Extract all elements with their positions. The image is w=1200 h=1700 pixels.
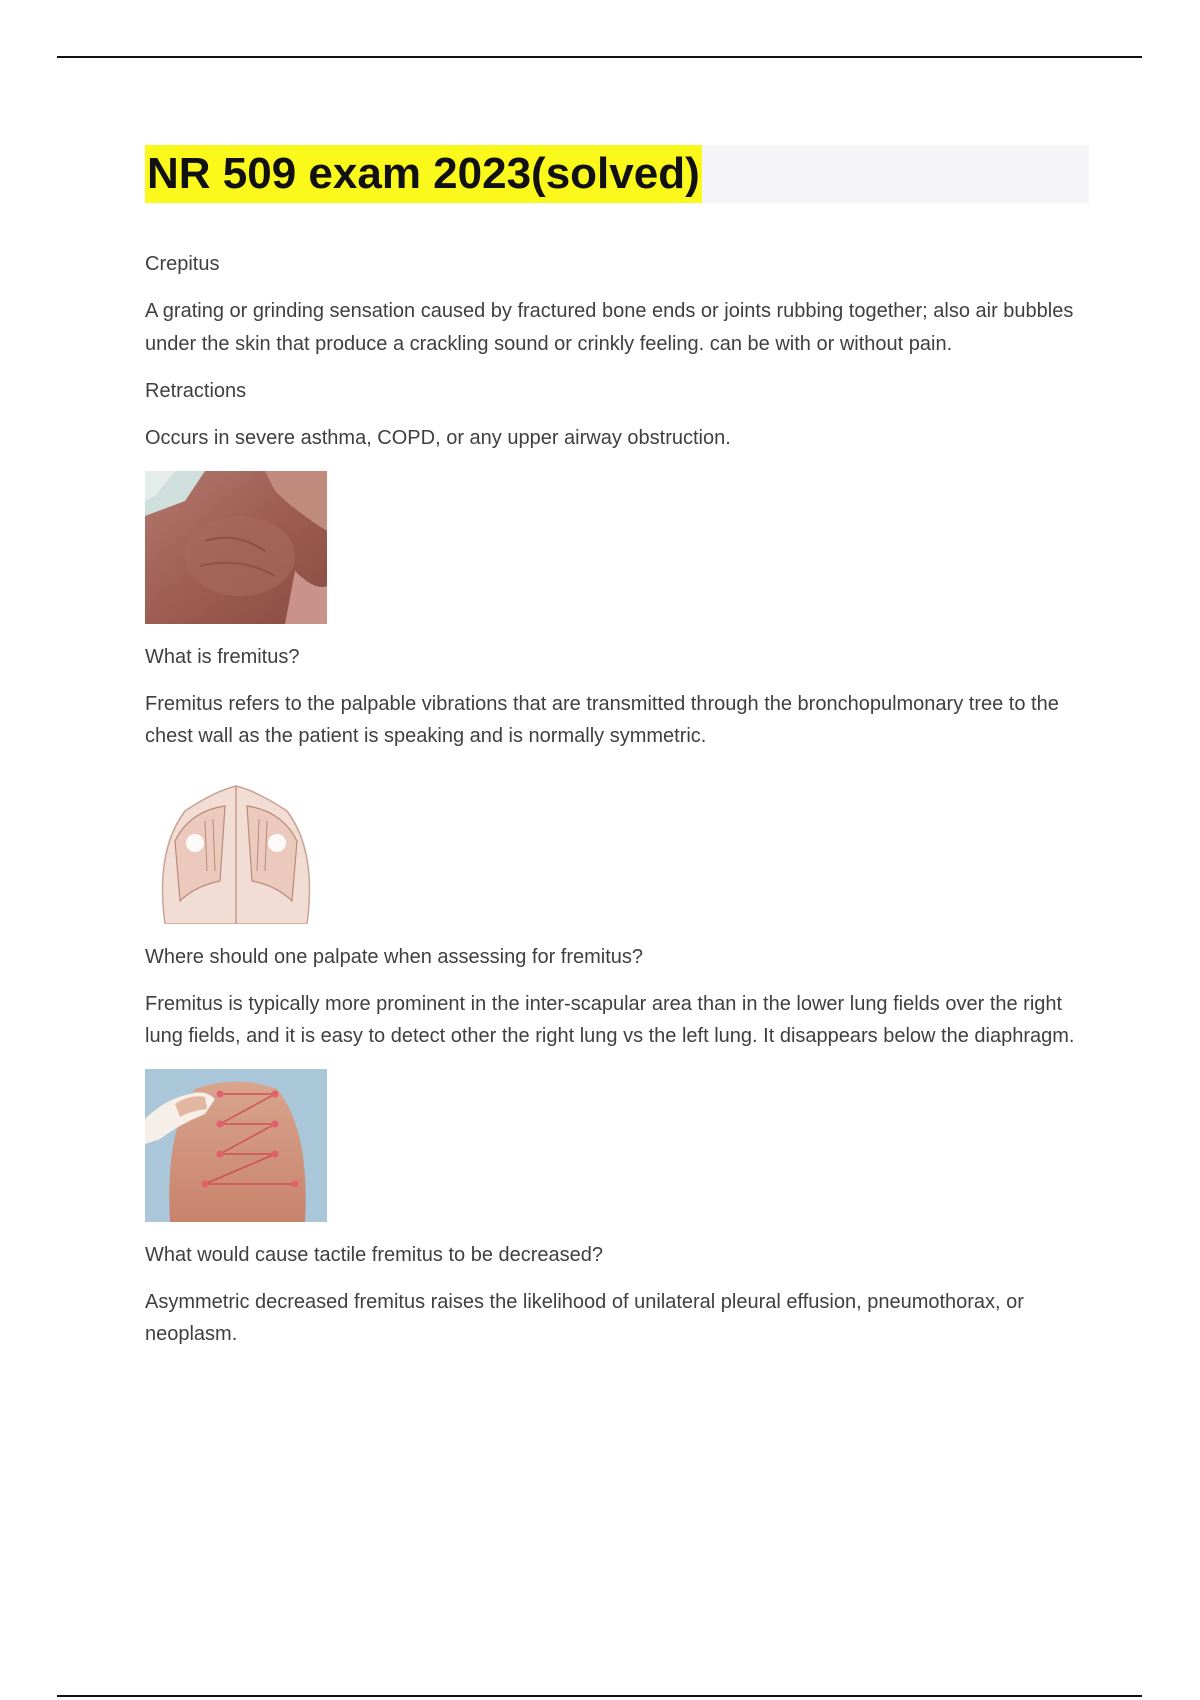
- retractions-photo: [145, 471, 327, 624]
- answer-where-to-palpate: Fremitus is typically more prominent in the inter-scapular area than in the lower lung fields over the right lung fields, and it is easy to detect other the right lung vs the left lung. It disappears below the diaphragm.: [145, 992, 1075, 1047]
- answer-what-is-fremitus: Fremitus refers to the palpable vibrations that are transmitted through the bronchopulmonary tree to the chest wall as the patient is speaking and is normally symmetric.: [145, 692, 1059, 747]
- answer-crepitus: A grating or grinding sensation caused by fractured bone ends or joints rubbing together; also air bubbles under the skin that produce a crackling sound or crinkly feeling. can be with or without pain.: [145, 300, 1074, 355]
- palpation-pattern-photo: [145, 1069, 327, 1222]
- answer-decreased-fremitus: Asymmetric decreased fremitus raises the likelihood of unilateral pleural effusion, pneumothorax, or neoplasm.: [145, 1290, 1024, 1345]
- question-where-to-palpate: Where should one palpate when assessing for fremitus?: [145, 945, 644, 968]
- question-retractions: Retractions: [145, 380, 247, 402]
- footer-rule: [57, 1695, 1142, 1697]
- question-what-is-fremitus: What is fremitus?: [145, 645, 300, 668]
- question-decreased-fremitus: What would cause tactile fremitus to be decreased?: [145, 1243, 604, 1266]
- answer-retractions: Occurs in severe asthma, COPD, or any upper airway obstruction.: [145, 427, 731, 449]
- fremitus-illustration: [145, 771, 327, 924]
- header-rule: [57, 56, 1142, 58]
- question-crepitus: Crepitus: [145, 253, 220, 275]
- document-title: NR 509 exam 2023(solved): [145, 145, 702, 203]
- document-body: [145, 248, 1090, 1366]
